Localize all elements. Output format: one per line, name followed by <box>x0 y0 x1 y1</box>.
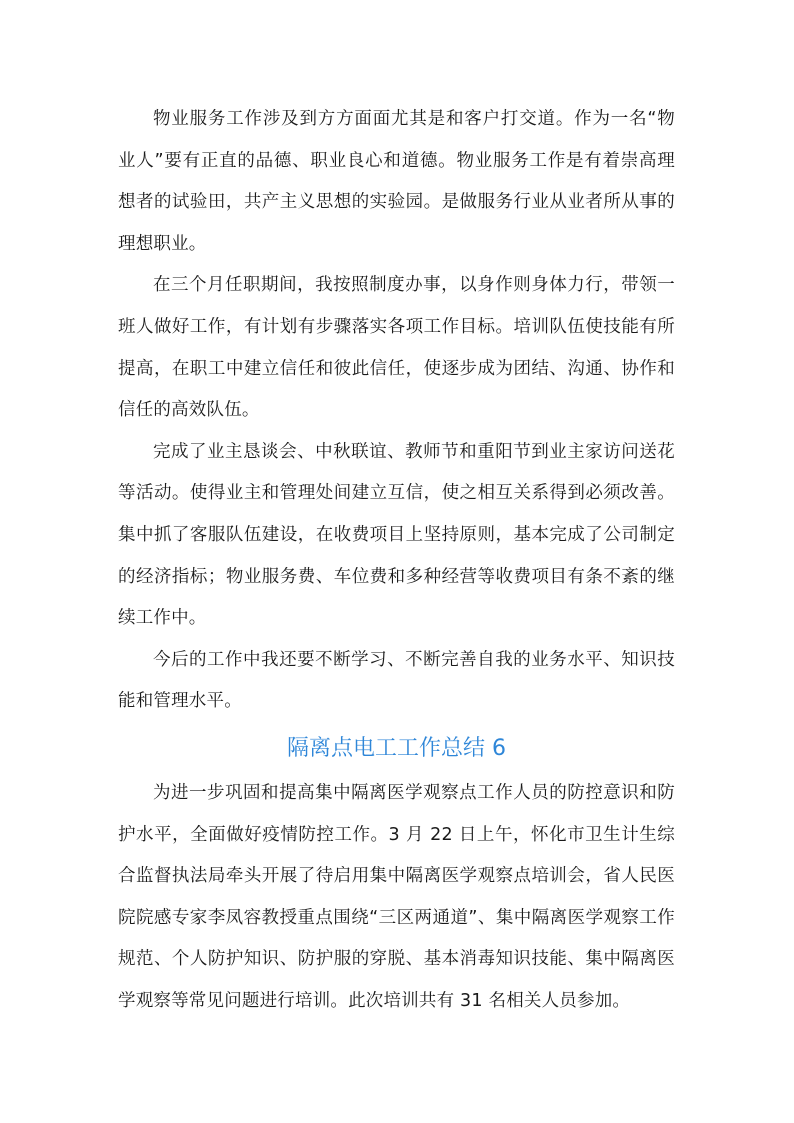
section-heading: 隔离点电工工作总结 6 <box>287 735 506 761</box>
paragraph-three-months-tenure: 在三个月任职期间，我按照制度办事，以身作则身体力行，带领一班人做好工作，有计划有步骤落实各项工作目标。培训队伍使技能有所提高，在职工中建立信任和彼此信任，使逐步成为团结、沟通、协作和信任的高效队伍。 <box>118 275 675 421</box>
paragraph-isolation-training: 为进一步巩固和提高集中隔离医学观察点工作人员的防控意识和防护水平，全面做好疫情防控工作。3 月 22 日上午，怀化市卫生计生综合监督执法局牵头开展了待启用集中隔离医学观察点培训会，省人民医院院感专家李凤容教授重点围绕“三区两通道”、集中隔离医学观察工作规范、个人防护知识、防护服的穿脱、基本消毒知识技能、集中隔离医学观察等常见问题进行培训。此次培训共有 31 名相关人员参加。 <box>118 782 675 1011</box>
paragraph-completed-activities: 完成了业主恳谈会、中秋联谊、教师节和重阳节到业主家访问送花等活动。使得业主和管理处间建立互信，使之相互关系得到必须改善。集中抓了客服队伍建设，在收费项目上坚持原则，基本完成了公司制定的经济指标；物业服务费、车位费和多种经营等收费项目有条不紊的继续工作中。 <box>118 441 675 629</box>
document-body <box>118 99 675 1022</box>
paragraph-property-service: 物业服务工作涉及到方方面面尤其是和客户打交道。作为一名“物业人”要有正直的品德、职业良心和道德。物业服务工作是有着崇高理想者的试验田，共产主义思想的实验园。是做服务行业从业者所从事的理想职业。 <box>118 109 675 254</box>
paragraph-future-work: 今后的工作中我还要不断学习、不断完善自我的业务水平、知识技能和管理水平。 <box>118 649 675 712</box>
